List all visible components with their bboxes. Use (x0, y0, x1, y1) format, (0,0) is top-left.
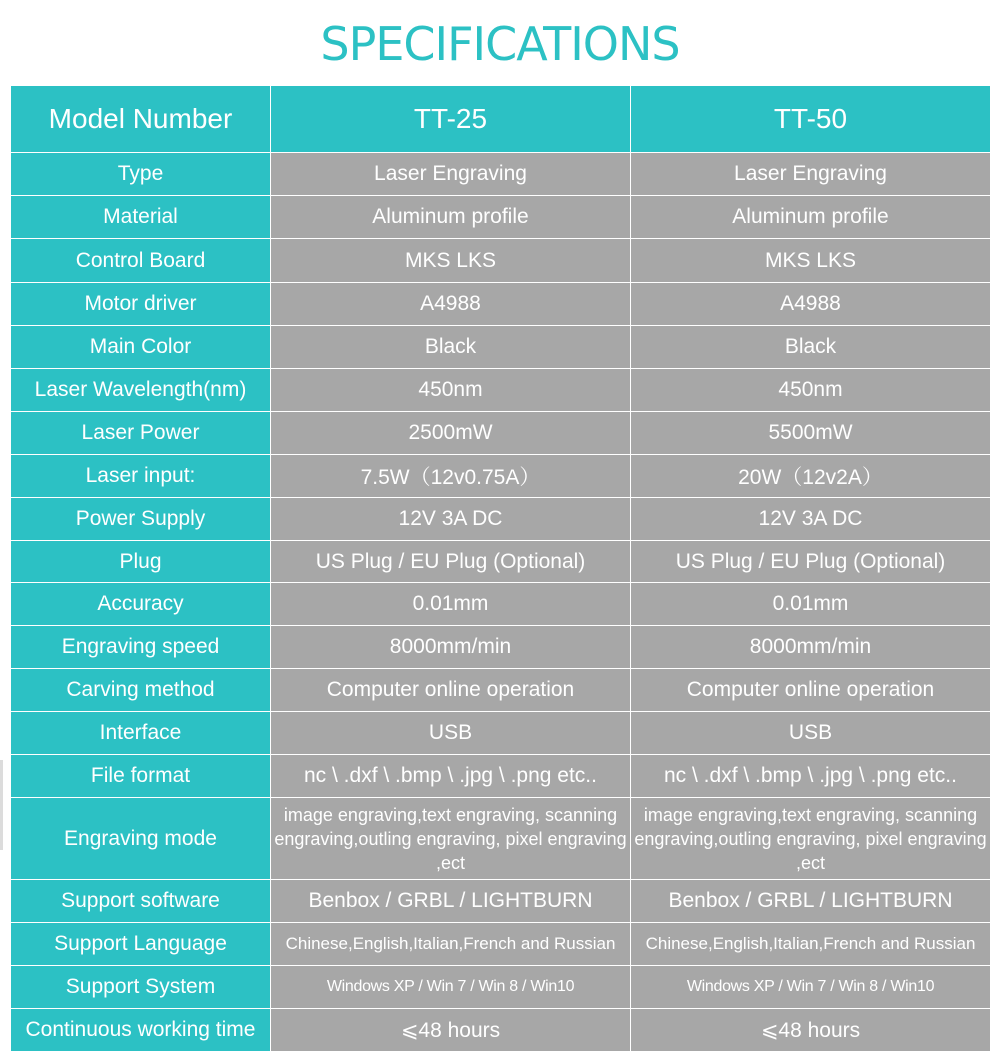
spec-label-continuous-working-time: Continuous working time (11, 1009, 271, 1052)
spec-value-tt25: ⩽48 hours (271, 1009, 631, 1052)
spec-value-tt50: Computer online operation (631, 669, 991, 712)
table-row (11, 326, 991, 369)
spec-value-tt25: image engraving,text engraving, scanning engraving,outling engraving, pixel engraving ,ect (271, 798, 631, 880)
table-row (11, 283, 991, 326)
table-row (11, 153, 991, 196)
table-row (11, 712, 991, 755)
spec-value-tt50: 20W（12v2A） (631, 455, 991, 498)
header-model-number: Model Number (11, 86, 271, 153)
spec-value-tt25: 2500mW (271, 412, 631, 455)
table-row (11, 798, 991, 880)
spec-label-support-language: Support Language (11, 923, 271, 966)
table-row (11, 498, 991, 541)
spec-value-tt25: Aluminum profile (271, 196, 631, 239)
spec-value-tt50: A4988 (631, 283, 991, 326)
spec-value-tt50: Benbox / GRBL / LIGHTBURN (631, 880, 991, 923)
table-row (11, 583, 991, 626)
spec-label-engraving-mode: Engraving mode (11, 798, 271, 880)
table-row (11, 455, 991, 498)
spec-label-motor-driver: Motor driver (11, 283, 271, 326)
table-row (11, 626, 991, 669)
spec-label-file-format: File format (11, 755, 271, 798)
spec-label-laser-wavelength-nm: Laser Wavelength(nm) (11, 369, 271, 412)
spec-label-plug: Plug (11, 541, 271, 583)
spec-label-main-color: Main Color (11, 326, 271, 369)
spec-value-tt50: Chinese,English,Italian,French and Russian (631, 923, 991, 966)
table-row (11, 1009, 991, 1052)
edge-divider (0, 760, 3, 850)
spec-label-support-system: Support System (11, 966, 271, 1009)
spec-value-tt25: 7.5W（12v0.75A） (271, 455, 631, 498)
table-row (11, 239, 991, 283)
table-row (11, 369, 991, 412)
spec-value-tt25: 8000mm/min (271, 626, 631, 669)
spec-label-carving-method: Carving method (11, 669, 271, 712)
spec-value-tt50: 8000mm/min (631, 626, 991, 669)
spec-label-material: Material (11, 196, 271, 239)
table-row (11, 196, 991, 239)
spec-value-tt25: Computer online operation (271, 669, 631, 712)
spec-label-laser-power: Laser Power (11, 412, 271, 455)
spec-label-power-supply: Power Supply (11, 498, 271, 541)
spec-value-tt50: USB (631, 712, 991, 755)
spec-label-type: Type (11, 153, 271, 196)
spec-table (10, 85, 991, 1052)
spec-value-tt50: 450nm (631, 369, 991, 412)
spec-value-tt25: 12V 3A DC (271, 498, 631, 541)
spec-value-tt50: MKS LKS (631, 239, 991, 283)
table-header-row (11, 86, 991, 153)
spec-value-tt50: Black (631, 326, 991, 369)
header-model-tt25: TT-25 (271, 86, 631, 153)
spec-label-control-board: Control Board (11, 239, 271, 283)
table-row (11, 966, 991, 1009)
spec-value-tt25: Windows XP / Win 7 / Win 8 / Win10 (271, 966, 631, 1009)
spec-value-tt50: Windows XP / Win 7 / Win 8 / Win10 (631, 966, 991, 1009)
table-row (11, 755, 991, 798)
spec-value-tt25: USB (271, 712, 631, 755)
header-model-tt50: TT-50 (631, 86, 991, 153)
spec-value-tt25: Laser Engraving (271, 153, 631, 196)
spec-value-tt50: ⩽48 hours (631, 1009, 991, 1052)
spec-value-tt25: A4988 (271, 283, 631, 326)
spec-value-tt25: nc \ .dxf \ .bmp \ .jpg \ .png etc.. (271, 755, 631, 798)
spec-label-engraving-speed: Engraving speed (11, 626, 271, 669)
spec-value-tt25: Black (271, 326, 631, 369)
spec-value-tt25: US Plug / EU Plug (Optional) (271, 541, 631, 583)
table-row (11, 669, 991, 712)
spec-value-tt25: MKS LKS (271, 239, 631, 283)
page-title: SPECIFICATIONS (320, 17, 680, 71)
table-row (11, 541, 991, 583)
table-row (11, 880, 991, 923)
spec-value-tt50: 12V 3A DC (631, 498, 991, 541)
spec-value-tt25: Chinese,English,Italian,French and Russian (271, 923, 631, 966)
spec-value-tt25: 0.01mm (271, 583, 631, 626)
spec-value-tt50: 0.01mm (631, 583, 991, 626)
spec-value-tt50: Aluminum profile (631, 196, 991, 239)
spec-value-tt25: Benbox / GRBL / LIGHTBURN (271, 880, 631, 923)
table-row (11, 923, 991, 966)
spec-value-tt25: 450nm (271, 369, 631, 412)
spec-value-tt50: 5500mW (631, 412, 991, 455)
spec-value-tt50: Laser Engraving (631, 153, 991, 196)
spec-label-laser-input: Laser input: (11, 455, 271, 498)
spec-label-accuracy: Accuracy (11, 583, 271, 626)
table-row (11, 412, 991, 455)
spec-value-tt50: image engraving,text engraving, scanning engraving,outling engraving, pixel engraving ,ect (631, 798, 991, 880)
spec-label-interface: Interface (11, 712, 271, 755)
spec-label-support-software: Support software (11, 880, 271, 923)
spec-value-tt50: nc \ .dxf \ .bmp \ .jpg \ .png etc.. (631, 755, 991, 798)
spec-value-tt50: US Plug / EU Plug (Optional) (631, 541, 991, 583)
